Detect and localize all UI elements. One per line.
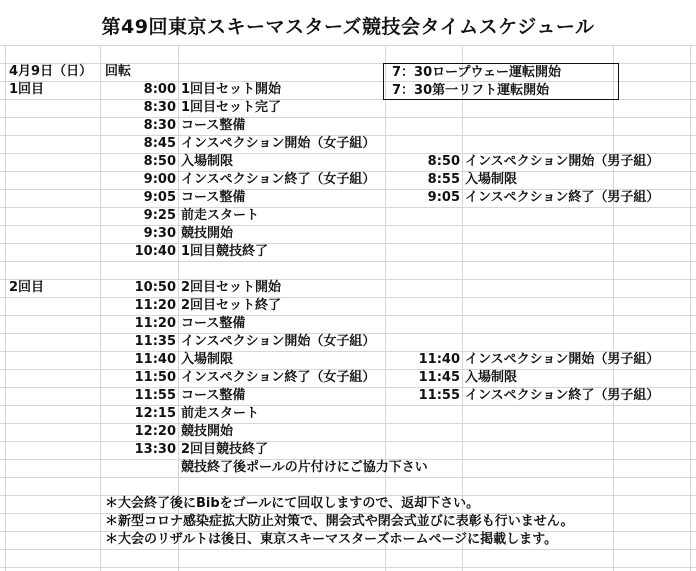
run1-time: 8:50 <box>143 154 176 169</box>
lift-start-text: 7：30第一リフト運転開始 <box>392 83 550 98</box>
run2-event: コース整備 <box>181 388 246 403</box>
closing-note: 競技終了後ポールの片付けにご協力下さい <box>181 460 428 475</box>
date-cell: 4月9日（日） <box>9 64 93 79</box>
run1-men-event: インスペクション開始（男子組） <box>465 154 660 169</box>
grid-row-line <box>0 477 696 478</box>
run1-event: 1回目競技終了 <box>181 244 269 259</box>
run1-men-time: 8:50 <box>427 154 460 169</box>
run2-event: インスペクション終了（女子組） <box>181 370 376 385</box>
grid-row-line <box>0 567 696 568</box>
run1-event: コース整備 <box>181 118 246 133</box>
run2-event: 2回目セット開始 <box>181 280 282 295</box>
run2-men-event: インスペクション開始（男子組） <box>465 352 660 367</box>
run2-time: 11:20 <box>134 298 176 313</box>
grid-col-line <box>178 46 179 571</box>
run1-time: 8:45 <box>143 136 176 151</box>
run2-time: 11:55 <box>134 388 176 403</box>
grid-col-line <box>385 46 386 571</box>
grid-col-line <box>613 46 614 571</box>
run1-event: インスペクション終了（女子組） <box>181 172 376 187</box>
run2-men-time: 11:55 <box>418 388 460 403</box>
grid-row-line <box>0 117 696 118</box>
grid-col-line <box>690 46 691 571</box>
event-type-cell: 回転 <box>105 64 132 79</box>
run1-men-event: インスペクション終了（男子組） <box>465 190 660 205</box>
run1-event: 競技開始 <box>181 226 234 241</box>
run1-label: 1回目 <box>9 82 45 97</box>
grid-row-line <box>0 261 696 262</box>
run1-event: 前走スタート <box>181 208 260 223</box>
run1-men-time: 9:05 <box>427 190 460 205</box>
grid-col-line <box>100 46 101 571</box>
run1-event: 1回目セット開始 <box>181 82 282 97</box>
run2-time: 11:50 <box>134 370 176 385</box>
ropeway-start-text: 7：30ロープウェー運転開始 <box>392 65 561 80</box>
grid-row-line <box>0 423 696 424</box>
grid-col-line <box>462 46 463 571</box>
run2-label: 2回目 <box>9 280 45 295</box>
grid-row-line <box>0 279 696 280</box>
run1-time: 9:25 <box>143 208 176 223</box>
grid-row-line <box>0 297 696 298</box>
run1-time: 8:30 <box>143 100 176 115</box>
grid-col-line <box>5 46 6 571</box>
run2-men-time: 11:40 <box>418 352 460 367</box>
run1-time: 8:30 <box>143 118 176 133</box>
run2-event: インスペクション開始（女子組） <box>181 334 376 349</box>
grid-row-line <box>0 45 696 46</box>
run1-time: 10:40 <box>134 244 176 259</box>
run2-time: 13:30 <box>134 442 176 457</box>
grid-row-line <box>0 405 696 406</box>
run1-time: 8:00 <box>143 82 176 97</box>
run1-event: 1回目セット完了 <box>181 100 282 115</box>
run2-event: 競技開始 <box>181 424 234 439</box>
run2-men-event: インスペクション終了（男子組） <box>465 388 660 403</box>
run2-time: 11:35 <box>134 334 176 349</box>
run2-time: 11:40 <box>134 352 176 367</box>
run1-event: 入場制限 <box>181 154 234 169</box>
note-line: ＊大会終了後にBibをゴールにて回収しますので、返却下さい。 <box>105 496 480 511</box>
run1-event: インスペクション開始（女子組） <box>181 136 376 151</box>
run2-time: 12:15 <box>134 406 176 421</box>
run1-event: コース整備 <box>181 190 246 205</box>
lift-operation-box <box>383 63 619 100</box>
run1-men-time: 8:55 <box>427 172 460 187</box>
run1-time: 9:30 <box>143 226 176 241</box>
note-line: ＊新型コロナ感染症拡大防止対策で、開会式や閉会式並びに表彰も行いません。 <box>105 514 574 529</box>
run2-event: 2回目セット終了 <box>181 298 282 313</box>
run2-event: 入場制限 <box>181 352 234 367</box>
grid-row-line <box>0 243 696 244</box>
grid-row-line <box>0 315 696 316</box>
run2-time: 10:50 <box>134 280 176 295</box>
grid-row-line <box>0 441 696 442</box>
run2-time: 12:20 <box>134 424 176 439</box>
run2-men-time: 11:45 <box>418 370 460 385</box>
run1-time: 9:05 <box>143 190 176 205</box>
run2-event: コース整備 <box>181 316 246 331</box>
run2-men-event: 入場制限 <box>465 370 518 385</box>
grid-row-line <box>0 207 696 208</box>
grid-row-line <box>0 549 696 550</box>
run1-men-event: 入場制限 <box>465 172 518 187</box>
run1-time: 9:00 <box>143 172 176 187</box>
page-title: 第49回東京スキーマスターズ競技会タイムスケジュール <box>101 16 595 38</box>
note-line: ＊大会のリザルトは後日、東京スキーマスターズホームページに掲載します。 <box>105 532 558 547</box>
grid-row-line <box>0 225 696 226</box>
run2-event: 前走スタート <box>181 406 260 421</box>
run2-time: 11:20 <box>134 316 176 331</box>
run2-event: 2回目競技終了 <box>181 442 269 457</box>
